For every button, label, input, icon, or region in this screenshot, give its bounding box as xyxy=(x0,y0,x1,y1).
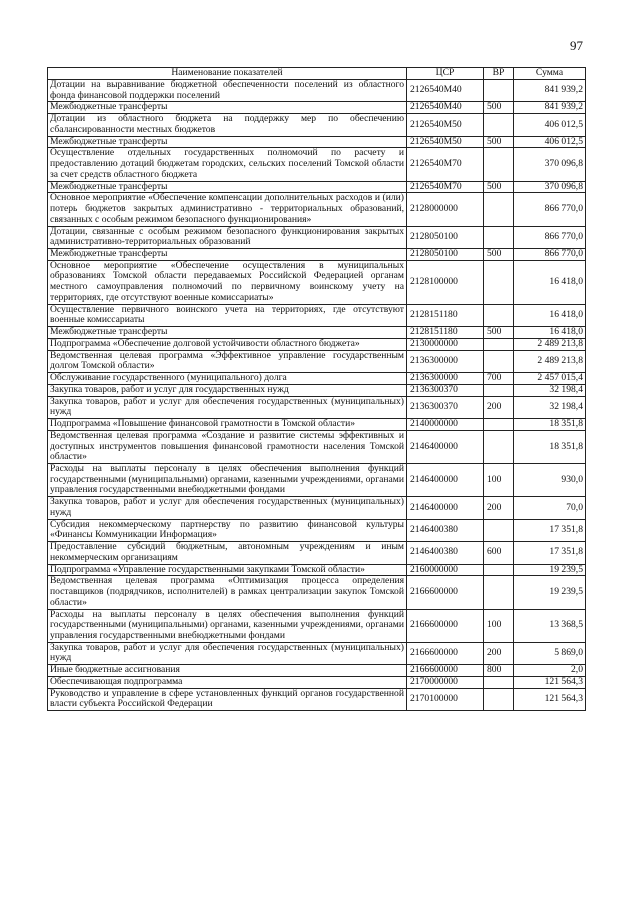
row-name: Осуществление первичного воинского учета на территориях, где отсутствуют военные комиссариаты xyxy=(48,304,407,326)
row-name: Межбюджетные трансферты xyxy=(48,181,407,193)
row-sum: 32 198,4 xyxy=(514,384,586,396)
row-csr: 2146400000 xyxy=(407,463,484,496)
row-name: Закупка товаров, работ и услуг для обеспечения государственных (муниципальных) нужд xyxy=(48,642,407,664)
row-vr xyxy=(484,304,514,326)
row-sum: 370 096,8 xyxy=(514,181,586,193)
table-row xyxy=(48,114,586,136)
table-row xyxy=(48,609,586,642)
row-csr: 2166600000 xyxy=(407,576,484,609)
row-vr xyxy=(484,338,514,350)
row-sum: 18 351,8 xyxy=(514,430,586,463)
row-sum: 2 489 213,8 xyxy=(514,338,586,350)
row-name: Межбюджетные трансферты xyxy=(48,102,407,114)
row-name: Иные бюджетные ассигнования xyxy=(48,665,407,677)
row-sum: 866 770,0 xyxy=(514,249,586,261)
row-sum: 866 770,0 xyxy=(514,226,586,248)
row-name: Основное мероприятие «Обеспечение компенсации дополнительных расходов и (или) потерь бюджетов закрытых административно - территориальных образований, связанных с особым режимом безопасного функционирования» xyxy=(48,193,407,226)
row-vr xyxy=(484,384,514,396)
row-name: Межбюджетные трансферты xyxy=(48,136,407,148)
table-row xyxy=(48,304,586,326)
row-sum: 406 012,5 xyxy=(514,136,586,148)
table-row xyxy=(48,102,586,114)
row-sum: 406 012,5 xyxy=(514,114,586,136)
row-csr: 2128100000 xyxy=(407,260,484,304)
row-csr: 2146400000 xyxy=(407,430,484,463)
row-name: Закупка товаров, работ и услуг для обеспечения государственных (муниципальных) нужд xyxy=(48,396,407,418)
row-sum: 2,0 xyxy=(514,665,586,677)
row-name: Ведомственная целевая программа «Эффективное управление государственным долгом Томской области» xyxy=(48,350,407,372)
row-sum: 32 198,4 xyxy=(514,396,586,418)
table-row xyxy=(48,193,586,226)
row-csr: 2166600000 xyxy=(407,609,484,642)
row-csr: 2170100000 xyxy=(407,688,484,710)
table-row xyxy=(48,384,586,396)
row-name: Дотации на выравнивание бюджетной обеспеченности поселений из областного фонда финансовой поддержки поселений xyxy=(48,80,407,102)
row-name: Предоставление субсидий бюджетным, автономным учреждениям и иным некоммерческим организациям xyxy=(48,542,407,564)
row-csr: 2136300000 xyxy=(407,373,484,385)
table-row xyxy=(48,373,586,385)
table-row xyxy=(48,519,586,541)
row-vr xyxy=(484,576,514,609)
row-vr xyxy=(484,350,514,372)
row-vr: 800 xyxy=(484,665,514,677)
row-name: Расходы на выплаты персоналу в целях обеспечения выполнения функций государственными (муниципальными) органами, казенными учреждениями, органами управления государственными внебюджетными фондами xyxy=(48,463,407,496)
table-row xyxy=(48,463,586,496)
row-name: Дотации, связанные с особым режимом безопасного функционирования закрытых административно-территориальных образований xyxy=(48,226,407,248)
row-vr: 700 xyxy=(484,373,514,385)
row-vr: 500 xyxy=(484,102,514,114)
table-row xyxy=(48,136,586,148)
row-vr xyxy=(484,564,514,576)
row-sum: 16 418,0 xyxy=(514,304,586,326)
row-vr: 100 xyxy=(484,609,514,642)
table-row xyxy=(48,564,586,576)
row-sum: 70,0 xyxy=(514,497,586,519)
table-row xyxy=(48,181,586,193)
table-row xyxy=(48,338,586,350)
header-sum: Сумма xyxy=(514,68,586,80)
row-name: Обслуживание государственного (муниципального) долга xyxy=(48,373,407,385)
row-vr: 200 xyxy=(484,642,514,664)
row-sum: 841 939,2 xyxy=(514,80,586,102)
table-row xyxy=(48,576,586,609)
row-csr: 2126540M40 xyxy=(407,102,484,114)
row-vr: 200 xyxy=(484,396,514,418)
row-name: Осуществление отдельных государственных полномочий по расчету и предоставлению дотаций бюджетам городских, сельских поселений Томской области за счет средств областного бюджета xyxy=(48,148,407,181)
table-row xyxy=(48,665,586,677)
row-name: Закупка товаров, работ и услуг для обеспечения государственных (муниципальных) нужд xyxy=(48,497,407,519)
table-row xyxy=(48,419,586,431)
row-name: Расходы на выплаты персоналу в целях обеспечения выполнения функций государственными (муниципальными) органами, казенными учреждениями, органами управления государственными внебюджетными фондами xyxy=(48,609,407,642)
table-row xyxy=(48,260,586,304)
row-vr xyxy=(484,676,514,688)
row-csr: 2160000000 xyxy=(407,564,484,576)
row-sum: 16 418,0 xyxy=(514,327,586,339)
row-vr xyxy=(484,193,514,226)
table-row xyxy=(48,148,586,181)
table-row xyxy=(48,642,586,664)
table-row xyxy=(48,350,586,372)
row-sum: 370 096,8 xyxy=(514,148,586,181)
row-name: Ведомственная целевая программа «Создание и развитие системы эффективных и доступных инструментов повышения финансовой грамотности населения Томской области» xyxy=(48,430,407,463)
page-number: 97 xyxy=(570,38,583,53)
row-csr: 2126540M50 xyxy=(407,114,484,136)
row-csr: 2128050100 xyxy=(407,226,484,248)
row-csr: 2130000000 xyxy=(407,338,484,350)
row-vr: 500 xyxy=(484,181,514,193)
row-sum: 18 351,8 xyxy=(514,419,586,431)
table-row xyxy=(48,688,586,710)
table-row xyxy=(48,676,586,688)
row-vr xyxy=(484,148,514,181)
row-csr: 2128050100 xyxy=(407,249,484,261)
row-name: Закупка товаров, работ и услуг для государственных нужд xyxy=(48,384,407,396)
header-vr: ВР xyxy=(484,68,514,80)
row-sum: 16 418,0 xyxy=(514,260,586,304)
row-csr: 2170000000 xyxy=(407,676,484,688)
row-vr: 500 xyxy=(484,136,514,148)
table-row xyxy=(48,396,586,418)
row-csr: 2166600000 xyxy=(407,665,484,677)
row-csr: 2126540M40 xyxy=(407,80,484,102)
row-sum: 17 351,8 xyxy=(514,542,586,564)
row-sum: 930,0 xyxy=(514,463,586,496)
row-sum: 121 564,3 xyxy=(514,676,586,688)
row-csr: 2128151180 xyxy=(407,327,484,339)
table-row xyxy=(48,497,586,519)
header-csr: ЦСР xyxy=(407,68,484,80)
row-sum: 2 457 015,4 xyxy=(514,373,586,385)
row-name: Подпрограмма «Повышение финансовой грамотности в Томской области» xyxy=(48,419,407,431)
row-sum: 19 239,5 xyxy=(514,564,586,576)
row-name: Руководство и управление в сфере установленных функций органов государственной власти субъекта Российской Федерации xyxy=(48,688,407,710)
row-name: Дотации из областного бюджета на поддержку мер по обеспечению сбалансированности местных бюджетов xyxy=(48,114,407,136)
row-vr xyxy=(484,226,514,248)
row-csr: 2140000000 xyxy=(407,419,484,431)
header-name: Наименование показателей xyxy=(48,68,407,80)
row-sum: 2 489 213,8 xyxy=(514,350,586,372)
row-vr: 200 xyxy=(484,497,514,519)
row-csr: 2128000000 xyxy=(407,193,484,226)
table-header-row xyxy=(48,68,586,80)
row-sum: 5 869,0 xyxy=(514,642,586,664)
row-name: Подпрограмма «Обеспечение долговой устойчивости областного бюджета» xyxy=(48,338,407,350)
row-vr xyxy=(484,260,514,304)
row-vr xyxy=(484,80,514,102)
row-csr: 2146400380 xyxy=(407,519,484,541)
row-name: Межбюджетные трансферты xyxy=(48,249,407,261)
row-csr: 2146400380 xyxy=(407,542,484,564)
row-vr xyxy=(484,688,514,710)
row-csr: 2146400000 xyxy=(407,497,484,519)
row-csr: 2136300000 xyxy=(407,350,484,372)
row-csr: 2126540M70 xyxy=(407,181,484,193)
table-row xyxy=(48,542,586,564)
row-name: Основное мероприятие «Обеспечение осуществления в муниципальных образованиях Томской области передаваемых Российской Федерацией органам местного самоуправления полномочий по первичному воинскому учету на территориях, где отсутствуют военные комиссариаты» xyxy=(48,260,407,304)
row-sum: 19 239,5 xyxy=(514,576,586,609)
row-vr: 500 xyxy=(484,249,514,261)
row-name: Ведомственная целевая программа «Оптимизация процесса определения поставщиков (подрядчиков, исполнителей) в рамках централизации закупок Томской области» xyxy=(48,576,407,609)
row-sum: 121 564,3 xyxy=(514,688,586,710)
table-row xyxy=(48,327,586,339)
row-csr: 2128151180 xyxy=(407,304,484,326)
row-vr: 100 xyxy=(484,463,514,496)
table-row xyxy=(48,226,586,248)
table-row xyxy=(48,80,586,102)
row-name: Межбюджетные трансферты xyxy=(48,327,407,339)
row-vr xyxy=(484,519,514,541)
table-row xyxy=(48,430,586,463)
row-sum: 13 368,5 xyxy=(514,609,586,642)
row-csr: 2136300370 xyxy=(407,396,484,418)
row-vr xyxy=(484,114,514,136)
row-vr xyxy=(484,419,514,431)
row-name: Подпрограмма «Управление государственными закупками Томской области» xyxy=(48,564,407,576)
row-sum: 17 351,8 xyxy=(514,519,586,541)
row-sum: 866 770,0 xyxy=(514,193,586,226)
row-csr: 2166600000 xyxy=(407,642,484,664)
row-name: Субсидия некоммерческому партнерству по развитию финансовой культуры «Финансы Коммуникации Информация» xyxy=(48,519,407,541)
table-row xyxy=(48,249,586,261)
row-vr: 500 xyxy=(484,327,514,339)
row-vr xyxy=(484,430,514,463)
row-vr: 600 xyxy=(484,542,514,564)
row-sum: 841 939,2 xyxy=(514,102,586,114)
row-name: Обеспечивающая подпрограмма xyxy=(48,676,407,688)
budget-table xyxy=(47,67,586,711)
row-csr: 2126540M70 xyxy=(407,148,484,181)
row-csr: 2126540M50 xyxy=(407,136,484,148)
row-csr: 2136300370 xyxy=(407,384,484,396)
